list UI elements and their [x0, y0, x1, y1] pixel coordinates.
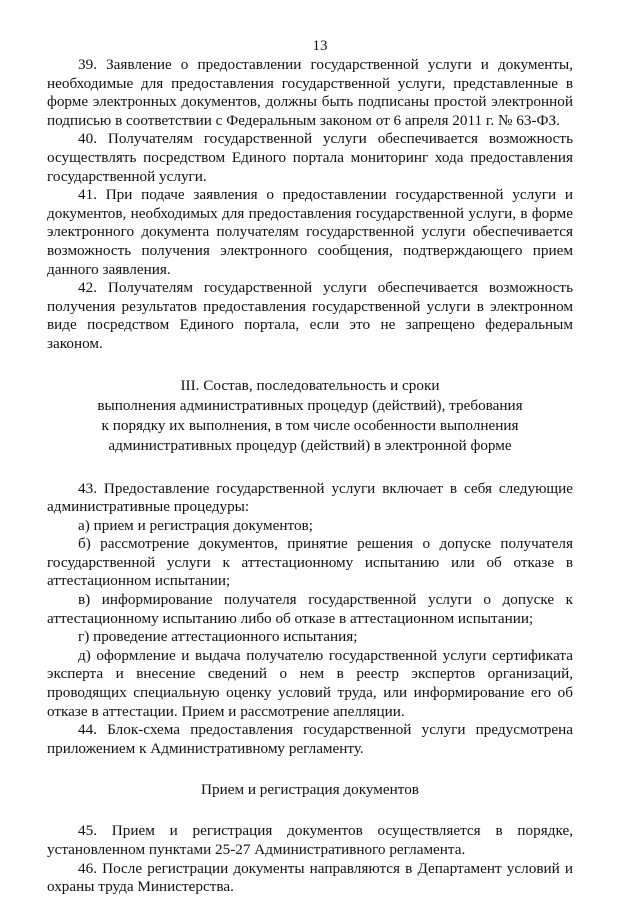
list-item-d: д) оформление и выдача получателю государственной услуги сертификата эксперта и внесение сведений о нем в реестр экспертов организаций, проводящих специальную оценку условий труда, или информирование его об отказе в аттестации. Прием и рассмотрение апелляции.	[47, 646, 573, 720]
page-number: 13	[312, 38, 328, 54]
section-heading-line: выполнения административных процедур (действий), требования	[97, 396, 523, 414]
paragraph-43: 43. Предоставление государственной услуги включает в себя следующие административные процедуры:	[47, 479, 573, 516]
document-body	[47, 56, 573, 897]
paragraph-39: 39. Заявление о предоставлении государственной услуги и документы, необходимые для предоставления государственной услуги, представленные в форме электронных документов, должны быть подписаны простой электронной подписью в соответствии с Федеральным законом от 6 апреля 2011 г. № 63-ФЗ.	[47, 56, 573, 129]
list-item-a: а) прием и регистрация документов;	[78, 516, 313, 534]
paragraph-42: 42. Получателям государственной услуги обеспечивается возможность получения результатов предоставления государственной услуги в электронном виде посредством Единого портала, если это не запрещено федеральным законом.	[47, 279, 573, 352]
paragraph-44: 44. Блок-схема предоставления государственной услуги предусмотрена приложением к Административному регламенту.	[47, 721, 573, 757]
subheading: Прием и регистрация документов	[201, 781, 419, 799]
list-item-b: б) рассмотрение документов, принятие решения о допуске получателя государственной услуги к аттестационному испытанию или об отказе в аттестационном испытании;	[47, 535, 573, 590]
list-item-v: в) информирование получателя государственной услуги о допуске к аттестационному испытанию либо об отказе в аттестационном испытании;	[47, 591, 573, 627]
section-heading-line: III. Состав, последовательность и сроки	[180, 376, 440, 394]
paragraph-40: 40. Получателям государственной услуги обеспечивается возможность осуществлять посредством Единого портала мониторинг хода предоставления государственной услуги.	[47, 130, 573, 185]
paragraph-45: 45. Прием и регистрация документов осуществляется в порядке, установленном пунктами 25-27 Административного регламента.	[47, 822, 573, 858]
spacer	[47, 758, 573, 780]
spacer	[47, 354, 573, 376]
spacer	[47, 456, 573, 480]
section-heading-line: административных процедур (действий) в электронной форме	[108, 436, 512, 454]
paragraph-41: 41. При подаче заявления о предоставлении государственной услуги и документов, необходимых для предоставления государственной услуги, в форме электронного документа получателям государственной услуги обеспечивается возможность получения электронного сообщения, подтверждающего прием данного заявления.	[47, 186, 573, 278]
spacer	[47, 800, 573, 822]
paragraph-46: 46. После регистрации документы направляются в Департамент условий и охраны труда Министерства.	[47, 859, 573, 896]
section-heading-line: к порядку их выполнения, в том числе особенности выполнения	[101, 416, 519, 434]
section-heading	[47, 376, 573, 456]
list-item-g: г) проведение аттестационного испытания;	[78, 628, 358, 646]
